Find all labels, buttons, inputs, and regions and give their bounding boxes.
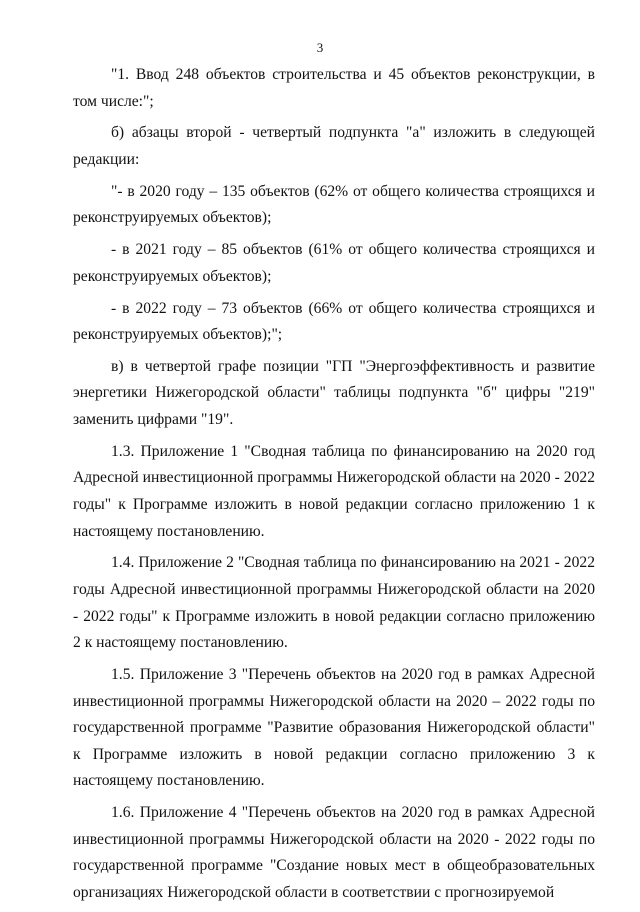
document-body: [73, 62, 595, 912]
paragraph-1-3: 1.3. Приложение 1 "Сводная таблица по финансированию на 2020 год Адресной инвестиционной программы Нижегородской области на 2020 - 2022 годы" к Программе изложить в новой редакции согласно приложению 1 к настоящему постановлению.: [73, 442, 595, 540]
page-number: 3: [316, 40, 324, 55]
paragraph-year-2021: - в 2021 году – 85 объектов (61% от общего количества строящихся и реконструируемых объектов);: [73, 241, 595, 285]
paragraph-1-4: 1.4. Приложение 2 "Сводная таблица по финансированию на 2021 - 2022 годы Адресной инвестиционной программы Нижегородской области на 2020 - 2022 годы" к Программе изложить в новой редакции согласно приложению 2 к настоящему постановлению.: [73, 554, 595, 652]
paragraph-item-v: в) в четвертой графе позиции "ГП "Энергоэффективность и развитие энергетики Нижегородской области" таблицы подпункта "б" цифры "219" заменить цифрами "19".: [73, 357, 595, 429]
paragraph-1-6: 1.6. Приложение 4 "Перечень объектов на 2020 год в рамках Адресной инвестиционной программы Нижегородской области на 2020 - 2022 годы по государственной программе "Создание новых мест в общеобразовательных организациях Нижегородской области в соответствии с прогнозируемой: [73, 804, 595, 901]
paragraph-year-2022: - в 2022 году – 73 объектов (66% от общего количества строящихся и реконструируемых объектов);";: [73, 299, 595, 344]
paragraph-item-b: б) абзацы второй - четвертый подпункта "а" изложить в следующей редакции:: [73, 124, 595, 168]
paragraph-1-5: 1.5. Приложение 3 "Перечень объектов на 2020 год в рамках Адресной инвестиционной программы Нижегородской области на 2020 – 2022 годы по государственной программе "Развитие образования Нижегородской области" к Программе изложить в новой редакции согласно приложению 3 к настоящему постановлению.: [73, 665, 595, 790]
paragraph-year-2020: "- в 2020 году – 135 объектов (62% от общего количества строящихся и реконструируемых объектов);: [73, 182, 595, 227]
paragraph-intro-quote: "1. Ввод 248 объектов строительства и 45 объектов реконструкции, в том числе:";: [73, 66, 595, 110]
